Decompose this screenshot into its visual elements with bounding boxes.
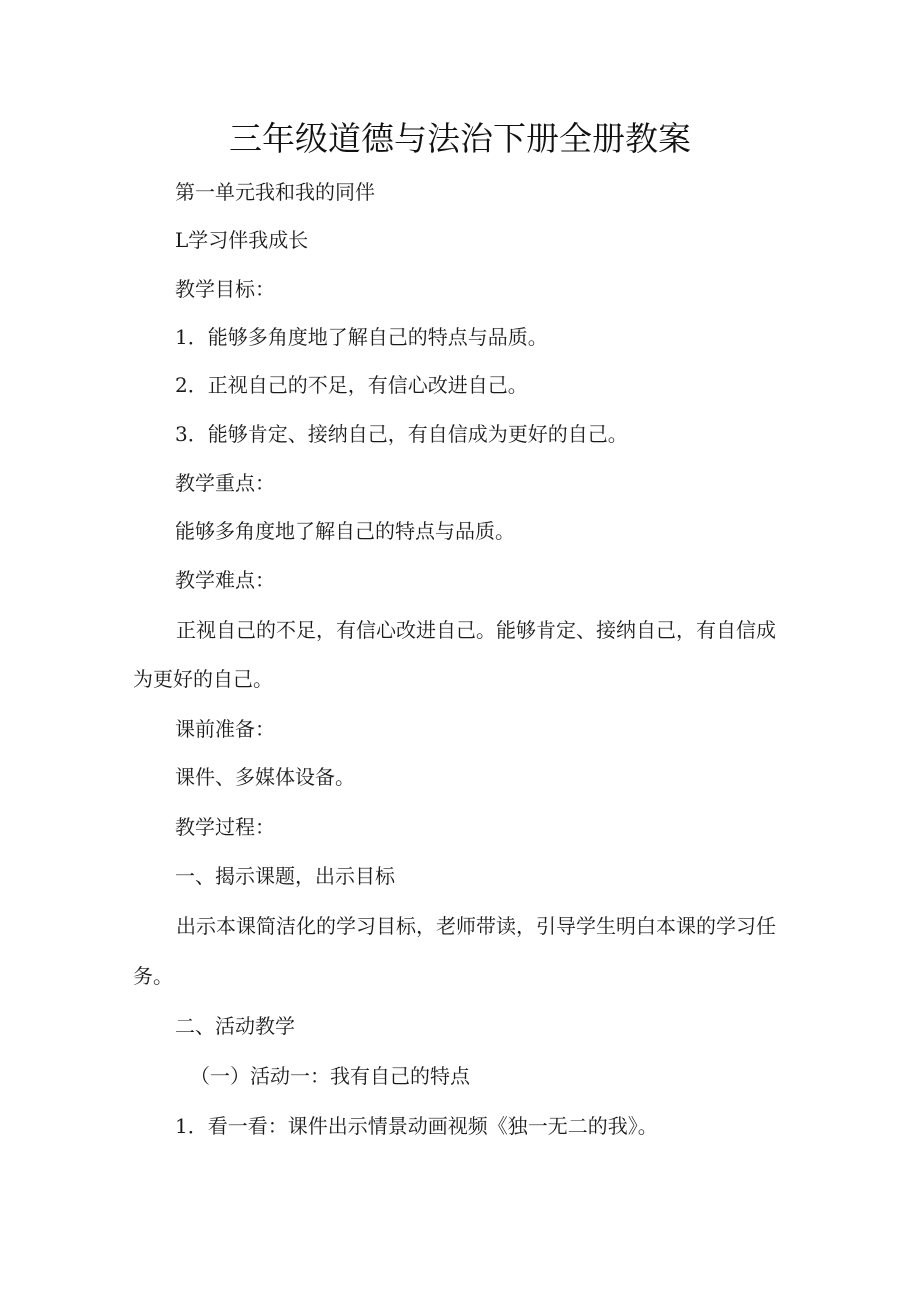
section-one-text-line-1: 出示本课简洁化的学习目标，老师带读，引导学生明白本课的学习任 [176, 914, 776, 938]
objective-item-2: 2．正视自己的不足，有信心改进自己。 [175, 373, 528, 397]
difficulties-text-line-2: 为更好的自己。 [133, 667, 273, 691]
section-one-heading: 一、揭示课题，出示目标 [175, 864, 395, 888]
unit-heading: 第一单元我和我的同伴 [175, 180, 375, 204]
process-heading: 教学过程： [175, 815, 275, 839]
difficulties-text-line-1: 正视自己的不足，有信心改进自己。能够肯定、接纳自己，有自信成 [176, 618, 776, 642]
preparation-text: 课件、多媒体设备。 [175, 765, 355, 789]
key-points-heading: 教学重点： [175, 471, 275, 495]
lesson-heading: L学习伴我成长 [175, 228, 309, 252]
page-title: 三年级道德与法治下册全册教案 [229, 119, 691, 158]
activity-one-step-1: 1．看一看：课件出示情景动画视频《独一无二的我》。 [175, 1114, 658, 1138]
objectives-heading: 教学目标： [175, 277, 275, 301]
section-one-text-line-2: 务。 [133, 964, 173, 988]
preparation-heading: 课前准备： [175, 717, 275, 741]
section-two-heading: 二、活动教学 [175, 1014, 295, 1038]
key-points-text: 能够多角度地了解自己的特点与品质。 [175, 519, 515, 543]
activity-one-heading: （一）活动一：我有自己的特点 [190, 1064, 470, 1088]
objective-item-3: 3．能够肯定、接纳自己，有自信成为更好的自己。 [175, 422, 628, 446]
objective-item-1: 1．能够多角度地了解自己的特点与品质。 [175, 325, 548, 349]
difficulties-heading: 教学难点： [175, 568, 275, 592]
